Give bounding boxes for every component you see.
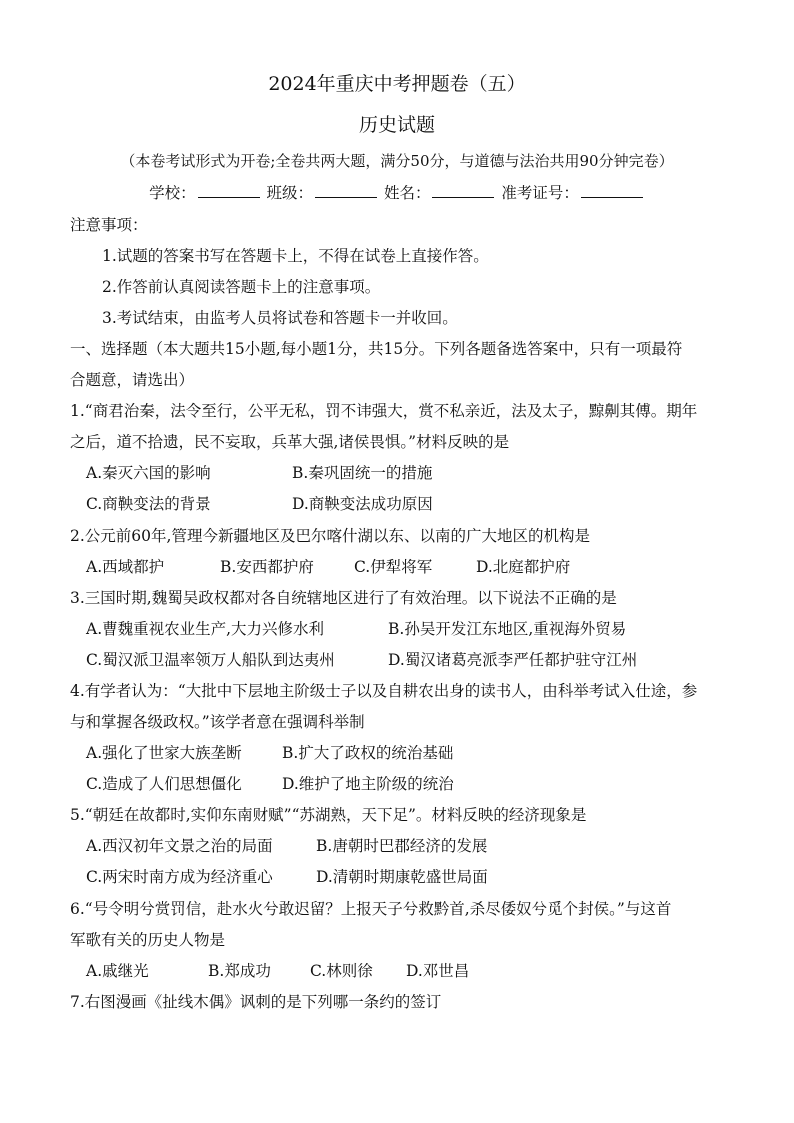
question-1-stem: 1.“商君治秦，法令至行，公平无私，罚不讳强大，赏不私亲近，法及太子，黥劓其傅。期年 — [70, 402, 698, 420]
option-b[interactable]: B.孙吴开发江东地区,重视海外贸易 — [388, 620, 627, 638]
question-3-stem: 3.三国时期,魏蜀吴政权都对各自统辖地区进行了有效治理。以下说法不正确的是 — [70, 589, 617, 607]
exam-number-field[interactable] — [501, 182, 645, 204]
option-b[interactable]: B.秦巩固统一的措施 — [292, 464, 433, 482]
class-blank[interactable] — [315, 182, 377, 198]
option-b[interactable]: B.唐朝时巴郡经济的发展 — [316, 837, 488, 855]
option-a[interactable]: A.戚继光 — [86, 962, 149, 980]
exam-number-blank[interactable] — [581, 182, 643, 198]
option-d[interactable]: D.清朝时期康乾盛世局面 — [316, 868, 488, 886]
notice-heading: 注意事项： — [70, 216, 148, 234]
student-info-fields — [0, 182, 794, 204]
option-a[interactable]: A.西汉初年文景之治的局面 — [86, 837, 273, 855]
question-2-stem: 2.公元前60年,管理今新疆地区及巴尔喀什湖以东、以南的广大地区的机构是 — [70, 527, 590, 545]
school-field[interactable] — [149, 182, 262, 204]
page-title: 2024年重庆中考押题卷（五） — [268, 73, 526, 95]
notice-item: 3.考试结束，由监考人员将试卷和答题卡一并收回。 — [102, 309, 458, 327]
school-label: 学校： — [149, 184, 196, 202]
option-d[interactable]: D.蜀汉诸葛亮派李严任都护驻守江州 — [388, 651, 638, 669]
option-d[interactable]: D.邓世昌 — [406, 962, 470, 980]
question-7-stem: 7.右图漫画《扯线木偶》讽刺的是下列哪一条约的签订 — [70, 993, 442, 1011]
option-b[interactable]: B.扩大了政权的统治基础 — [282, 744, 454, 762]
option-a[interactable]: A.强化了世家大族垄断 — [86, 744, 242, 762]
option-d[interactable]: D.商鞅变法成功原因 — [292, 495, 433, 513]
question-4-stem: 4.有学者认为：“大批中下层地主阶级士子以及自耕农出身的读书人，由科举考试入仕途，参 — [70, 682, 698, 700]
section-heading: 一、选择题（本大题共15小题,每小题1分，共15分。下列各题备选答案中，只有一项最符 — [70, 340, 683, 358]
option-c[interactable]: C.蜀汉派卫温率领万人船队到达夷州 — [86, 651, 335, 669]
class-field[interactable] — [267, 182, 380, 204]
notice-item: 1.试题的答案书写在答题卡上，不得在试卷上直接作答。 — [102, 247, 489, 265]
option-a[interactable]: A.西域都护 — [86, 558, 165, 576]
option-c[interactable]: C.两宋时南方成为经济重心 — [86, 868, 273, 886]
class-label: 班级： — [266, 184, 314, 202]
question-6-stem: 6.“号令明兮赏罚信，赴水火兮敢迟留？上报天子兮救黔首,杀尽倭奴兮觅个封侯。”与这首 — [70, 900, 672, 918]
option-c[interactable]: C.林则徐 — [310, 962, 373, 980]
name-label: 姓名： — [383, 184, 431, 202]
school-blank[interactable] — [198, 182, 260, 198]
question-6-stem-cont: 军歌有关的历史人物是 — [70, 931, 226, 949]
option-c[interactable]: C.伊犁将军 — [354, 558, 433, 576]
option-d[interactable]: D.北庭都护府 — [476, 558, 571, 576]
notice-item: 2.作答前认真阅读答题卡上的注意事项。 — [102, 278, 381, 296]
question-4-stem-cont: 与和掌握各级政权。”该学者意在强调科举制 — [70, 713, 365, 731]
option-b[interactable]: B.安西都护府 — [220, 558, 314, 576]
question-5-stem: 5.“朝廷在故都时,实仰东南财赋”“苏湖熟，天下足”。材料反映的经济现象是 — [70, 806, 587, 824]
exam-number-label: 准考证号： — [501, 184, 579, 202]
page-subtitle: 历史试题 — [358, 114, 435, 136]
name-blank[interactable] — [432, 182, 494, 198]
question-1-stem-cont: 之后，道不拾遗，民不妄取，兵革大强,诸侯畏惧。”材料反映的是 — [70, 433, 510, 451]
option-d[interactable]: D.维护了地主阶级的统治 — [282, 775, 454, 793]
option-c[interactable]: C.造成了人们思想僵化 — [86, 775, 242, 793]
option-c[interactable]: C.商鞅变法的背景 — [86, 495, 211, 513]
option-b[interactable]: B.郑成功 — [208, 962, 271, 980]
exam-note: （本卷考试形式为开卷;全卷共两大题，满分50分，与道德与法治共用90分钟完卷） — [120, 152, 674, 170]
option-a[interactable]: A.曹魏重视农业生产,大力兴修水利 — [86, 620, 325, 638]
section-heading-cont: 合题意，请选出） — [70, 371, 195, 389]
option-a[interactable]: A.秦灭六国的影响 — [86, 464, 211, 482]
name-field[interactable] — [384, 182, 497, 204]
